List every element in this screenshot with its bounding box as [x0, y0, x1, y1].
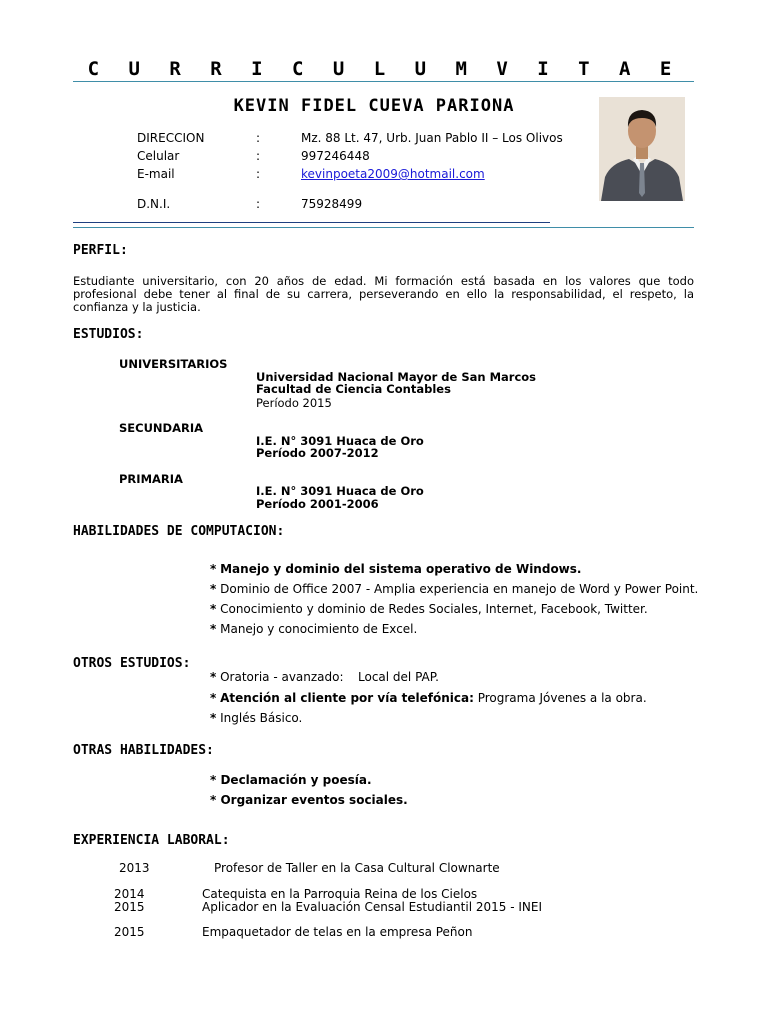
experiencia-year: 2015 — [114, 900, 145, 914]
computacion-item — [210, 582, 698, 596]
perfil-line: Estudiante universitario, con 20 años de edad. Mi formación está basada en los valores que todo — [73, 274, 694, 288]
email-link[interactable]: kevinpoeta2009@hotmail.com — [301, 167, 485, 181]
perfil-text — [73, 275, 694, 314]
otros-estudios-item — [210, 711, 302, 725]
perfil-heading: PERFIL: — [73, 243, 128, 258]
bullet-asterisk: * — [210, 582, 217, 596]
experiencia-year: 2013 — [119, 861, 150, 875]
otros-estudios-item-place: Programa Jóvenes a la obra. — [477, 691, 647, 705]
otras-habilidades-item — [210, 793, 408, 807]
title-divider — [73, 81, 694, 82]
candidate-name: KEVIN FIDEL CUEVA PARIONA — [233, 96, 515, 116]
computacion-item — [210, 622, 417, 636]
contact-divider — [73, 222, 550, 223]
otras-habilidades-item-text: Declamación y poesía. — [220, 773, 372, 787]
university-period: Período 2015 — [256, 396, 332, 410]
phone-colon: : — [256, 149, 261, 163]
otras-habilidades-heading: OTRAS HABILIDADES: — [73, 743, 214, 758]
email-colon: : — [256, 167, 261, 181]
experiencia-desc: Aplicador en la Evaluación Censal Estudiantil 2015 - INEI — [202, 900, 542, 914]
experiencia-desc: Catequista en la Parroquia Reina de los Cielos — [202, 887, 478, 901]
phone-label: Celular — [137, 149, 180, 163]
computacion-item-text: Manejo y dominio del sistema operativo de Windows. — [220, 562, 582, 576]
document-title: C U R R I C U L U M V I T A E — [87, 58, 681, 80]
address-label: DIRECCION — [137, 131, 205, 145]
bullet-asterisk: * — [210, 773, 217, 787]
bullet-asterisk: * — [210, 793, 217, 807]
experiencia-year: 2015 — [114, 925, 145, 939]
dni-label: D.N.I. — [137, 197, 171, 211]
dni-colon: : — [256, 197, 261, 211]
otros-estudios-heading: OTROS ESTUDIOS: — [73, 656, 191, 671]
otros-estudios-item-name: Inglés Básico. — [220, 711, 303, 725]
secundaria-period: Período 2007-2012 — [256, 446, 379, 460]
otras-habilidades-item-text: Organizar eventos sociales. — [220, 793, 408, 807]
experiencia-year: 2014 — [114, 887, 145, 901]
computacion-item — [210, 602, 648, 616]
computacion-heading: HABILIDADES DE COMPUTACION: — [73, 524, 285, 539]
bullet-asterisk: * — [210, 691, 217, 705]
bullet-asterisk: * — [210, 622, 217, 636]
otras-habilidades-item — [210, 773, 372, 787]
perfil-line: profesional debe tener al final de su carrera, perseverando en ello la responsabilidad, el respeto, la — [73, 287, 694, 301]
header-bottom-divider — [73, 227, 694, 228]
otros-estudios-item-name: Oratoria - avanzado: — [220, 670, 344, 684]
secundaria-school: I.E. N° 3091 Huaca de Oro — [256, 434, 424, 448]
otros-estudios-item-place: Local del PAP. — [358, 670, 439, 684]
experiencia-heading: EXPERIENCIA LABORAL: — [73, 833, 230, 848]
bullet-asterisk: * — [210, 602, 217, 616]
computacion-item-text: Conocimiento y dominio de Redes Sociales, Internet, Facebook, Twitter. — [220, 602, 648, 616]
computacion-item — [210, 562, 581, 576]
secundaria-label: SECUNDARIA — [119, 421, 204, 435]
bullet-asterisk: * — [210, 711, 217, 725]
otros-estudios-item-name: Atención al cliente por vía telefónica: — [220, 691, 474, 705]
estudios-heading: ESTUDIOS: — [73, 327, 144, 342]
experiencia-desc: Profesor de Taller en la Casa Cultural Clownarte — [214, 861, 500, 875]
university-name: Universidad Nacional Mayor de San Marcos — [256, 370, 537, 384]
otros-estudios-item — [210, 670, 344, 684]
email-label: E-mail — [137, 167, 175, 181]
primaria-school: I.E. N° 3091 Huaca de Oro — [256, 484, 424, 498]
profile-photo — [599, 97, 685, 201]
perfil-line: confianza y la justicia. — [73, 300, 201, 314]
experiencia-desc: Empaquetador de telas en la empresa Peñon — [202, 925, 473, 939]
faculty-name: Facultad de Ciencia Contables — [256, 382, 451, 396]
primaria-period: Período 2001-2006 — [256, 497, 379, 511]
dni-value: 75928499 — [301, 197, 363, 211]
phone-value: 997246448 — [301, 149, 370, 163]
otros-estudios-item — [210, 691, 647, 705]
primaria-label: PRIMARIA — [119, 472, 183, 486]
computacion-item-text: Dominio de Office 2007 - Amplia experiencia en manejo de Word y Power Point. — [220, 582, 699, 596]
bullet-asterisk: * — [210, 670, 217, 684]
address-colon: : — [256, 131, 261, 145]
address-value: Mz. 88 Lt. 47, Urb. Juan Pablo II – Los Olivos — [301, 131, 563, 145]
computacion-item-text: Manejo y conocimiento de Excel. — [220, 622, 418, 636]
universitarios-label: UNIVERSITARIOS — [119, 357, 228, 371]
bullet-asterisk: * — [210, 562, 217, 576]
